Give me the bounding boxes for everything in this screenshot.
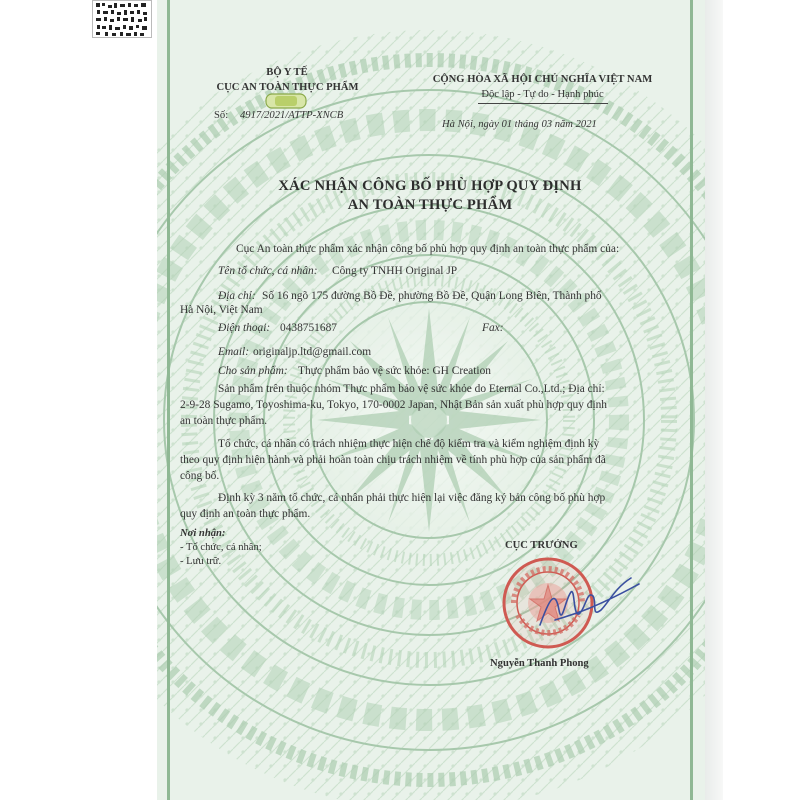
recipients-label: Nơi nhận:	[180, 528, 226, 539]
phone-number: 0438751687	[280, 322, 337, 334]
address-label: Địa chỉ:	[218, 290, 256, 302]
periodic-line-2: quy định an toàn thực phẩm.	[180, 508, 311, 520]
signer-name: Nguyễn Thanh Phong	[490, 658, 589, 669]
document-title-line-2: AN TOÀN THỰC PHẨM	[347, 197, 513, 213]
phone-label: Điện thoại:	[218, 322, 271, 334]
recipient-item: - Tổ chức, cá nhân;	[180, 542, 262, 553]
address-line-2: Hà Nội, Việt Nam	[180, 304, 263, 316]
email-address: originaljp.ltd@gmail.com	[253, 346, 372, 358]
address-line-1: Số 16 ngõ 175 đường Bồ Đề, phường Bồ Đề, Quận Long Biên, Thành phố	[262, 290, 602, 302]
national-motto: Độc lập - Tự do - Hạnh phúc	[481, 89, 604, 100]
periodic-line-1: Định kỳ 3 năm tổ chức, cá nhân phải thực hiện lại việc đăng ký bản công bố phù hợp	[218, 492, 606, 504]
responsibility-line-3: công bố.	[180, 470, 220, 482]
manufacturer-line-2: 2-9-28 Sugamo, Toyoshima-ku, Tokyo, 170-0002 Japan, Nhật Bản sản xuất phù hợp quy định	[180, 399, 608, 411]
ministry-name: BỘ Y TẾ	[266, 67, 308, 78]
document-title-line-1: XÁC NHẬN CÔNG BỐ PHÙ HỢP QUY ĐỊNH	[278, 178, 582, 194]
signer-title: CỤC TRƯỞNG	[505, 540, 578, 551]
department-logo	[265, 93, 307, 109]
fax-label: Fax:	[482, 322, 504, 334]
product-name: Thực phẩm bảo vệ sức khỏe: GH Creation	[298, 365, 491, 377]
product-label: Cho sản phẩm:	[218, 365, 288, 377]
handwritten-signature	[535, 570, 645, 640]
document-number-label: Số:	[214, 110, 229, 121]
organization-label: Tên tổ chức, cá nhân:	[218, 265, 318, 277]
organization-name: Công ty TNHH Original JP	[332, 265, 458, 277]
manufacturer-line-1: Sản phẩm trên thuộc nhóm Thực phẩm bảo vệ sức khỏe do Eternal Co.,Ltd.; Địa chỉ:	[218, 383, 605, 395]
motto-underline	[478, 103, 608, 104]
email-label: Email:	[218, 346, 250, 358]
recipient-item: - Lưu trữ.	[180, 556, 222, 567]
manufacturer-line-3: an toàn thực phẩm.	[180, 415, 268, 427]
intro-text: Cục An toàn thực phẩm xác nhận công bố phù hợp quy định an toàn thực phẩm của:	[236, 243, 620, 255]
issue-date: Hà Nội, ngày 01 tháng 03 năm 2021	[442, 119, 597, 130]
qr-code	[92, 0, 152, 38]
department-name: CỤC AN TOÀN THỰC PHẨM	[216, 82, 359, 93]
document-number: 4917/2021/ATTP-XNCB	[240, 110, 344, 121]
page-edge-shadow	[705, 0, 723, 800]
responsibility-line-2: theo quy định hiện hành và phải hoàn toàn chịu trách nhiệm về tính phù hợp của sản phẩm đã	[180, 454, 606, 466]
country-name: CỘNG HÒA XÃ HỘI CHỦ NGHĨA VIỆT NAM	[432, 74, 653, 85]
responsibility-line-1: Tổ chức, cá nhân có trách nhiệm thực hiện chế độ kiểm tra và kiểm nghiệm định kỳ	[218, 438, 600, 450]
